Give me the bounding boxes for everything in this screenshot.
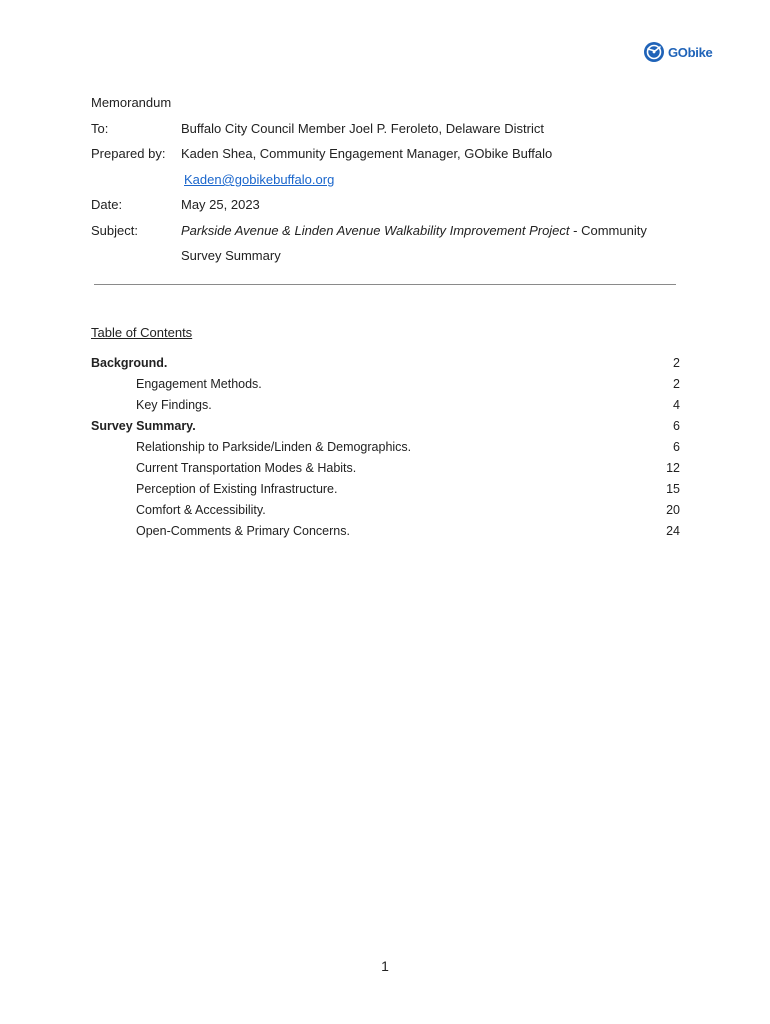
date-value: May 25, 2023 <box>181 197 260 212</box>
toc-entry-page: 24 <box>666 524 680 538</box>
brand-name: GObike <box>668 44 713 60</box>
toc-entry-title: Key Findings. <box>136 398 212 412</box>
prepared-value: Kaden Shea, Community Engagement Manager, GObike Buffalo <box>181 146 553 161</box>
toc-entry-page: 2 <box>673 377 680 391</box>
toc-entry-page: 12 <box>666 461 680 475</box>
date-label: Date: <box>91 197 123 212</box>
toc-entry-background[interactable] <box>91 354 680 375</box>
horizontal-divider <box>94 284 676 285</box>
subject-project-name: Parkside Avenue & Linden Avenue Walkability Improvement Project <box>181 223 570 238</box>
memo-title: Memorandum <box>91 95 172 110</box>
toc-entry-comfort-accessibility[interactable] <box>91 501 680 522</box>
subject-label: Subject: <box>91 223 138 238</box>
toc-entry-title: Open-Comments & Primary Concerns. <box>136 524 350 538</box>
to-label: To: <box>91 121 109 136</box>
toc-entry-title: Relationship to Parkside/Linden & Demographics. <box>136 440 412 454</box>
toc-entry-title: Comfort & Accessibility. <box>136 503 266 517</box>
toc-entry-title: Current Transportation Modes & Habits. <box>136 461 357 475</box>
toc-entry-page: 6 <box>673 419 680 433</box>
toc-entry-survey-summary[interactable] <box>91 417 680 438</box>
toc-entry-page: 20 <box>666 503 680 517</box>
gobike-logo-icon <box>643 41 665 63</box>
table-of-contents <box>91 354 680 543</box>
subject-line2: Survey Summary <box>181 248 281 263</box>
toc-entry-page: 15 <box>666 482 680 496</box>
subject-rest: - Community <box>569 223 647 238</box>
toc-entry-page: 6 <box>673 440 680 454</box>
toc-entry-open-comments[interactable] <box>91 522 680 543</box>
toc-entry-title: Survey Summary. <box>91 419 196 433</box>
email-link[interactable]: Kaden@gobikebuffalo.org <box>184 172 335 187</box>
toc-entry-title: Perception of Existing Infrastructure. <box>136 482 338 496</box>
toc-entry-page: 2 <box>673 356 680 370</box>
toc-entry-title: Background. <box>91 356 168 370</box>
toc-heading[interactable]: Table of Contents <box>91 325 193 340</box>
toc-entry-title: Engagement Methods. <box>136 377 262 391</box>
toc-entry-existing-infrastructure[interactable] <box>91 480 680 501</box>
gobike-logo <box>643 41 712 63</box>
toc-entry-page: 4 <box>673 398 680 412</box>
toc-entry-relationship-demographics[interactable] <box>91 438 680 459</box>
prepared-label: Prepared by: <box>91 146 166 161</box>
toc-entry-engagement-methods[interactable] <box>91 375 680 396</box>
to-value: Buffalo City Council Member Joel P. Feroleto, Delaware District <box>181 121 544 136</box>
toc-entry-transportation-modes[interactable] <box>91 459 680 480</box>
toc-entry-key-findings[interactable] <box>91 396 680 417</box>
subject-value <box>181 223 661 239</box>
page-number: 1 <box>381 958 389 974</box>
